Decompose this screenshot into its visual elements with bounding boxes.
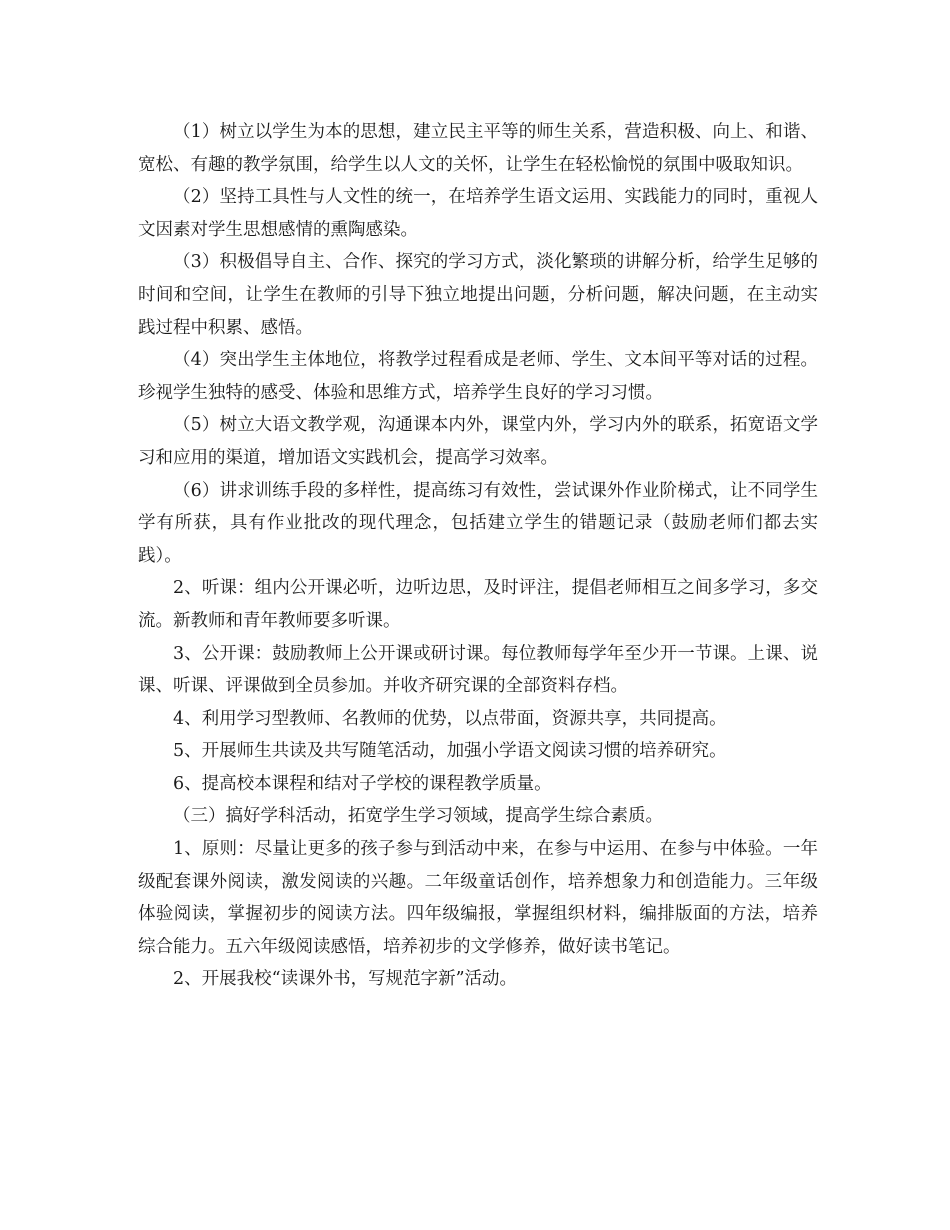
paragraph-7: 2、听课：组内公开课必听，边听边思，及时评注，提倡老师相互之间多学习，多交流。新教师和青年教师要多听课。 bbox=[138, 578, 818, 631]
paragraph-4: （4）突出学生主体地位，将教学过程看成是老师、学生、文本间平等对话的过程。珍视学生独特的感受、体验和思维方式，培养学生良好的学习习惯。 bbox=[138, 350, 818, 403]
paragraph-10: 5、开展师生共读及共写随笔活动，加强小学语文阅读习惯的培养研究。 bbox=[173, 741, 727, 762]
paragraph-6: （6）讲求训练手段的多样性，提高练习有效性，尝试课外作业阶梯式，让不同学生学有所获，具有作业批改的现代理念，包括建立学生的错题记录（鼓励老师们都去实践）。 bbox=[138, 480, 818, 566]
section-heading: （三）搞好学科活动，拓宽学生学习领域，提高学生综合素质。 bbox=[173, 806, 663, 827]
paragraph-3: （3）积极倡导自主、合作、探究的学习方式，淡化繁琐的讲解分析，给学生足够的时间和空间，让学生在教师的引导下独立地提出问题，分析问题，解决问题，在主动实践过程中积累、感悟。 bbox=[138, 252, 818, 338]
paragraph-5: （5）树立大语文教学观，沟通课本内外，课堂内外，学习内外的联系，拓宽语文学习和应用的渠道，增加语文实践机会，提高学习效率。 bbox=[138, 415, 818, 468]
document-body bbox=[138, 116, 818, 996]
paragraph-13: 1、原则：尽量让更多的孩子参与到活动中来，在参与中运用、在参与中体验。一年级配套课外阅读，激发阅读的兴趣。二年级童话创作，培养想象力和创造能力。三年级体验阅读，掌握初步的阅读方法。四年级编报，掌握组织材料，编排版面的方法，培养综合能力。五六年级阅读感悟，培养初步的文学修养，做好读书笔记。 bbox=[138, 839, 818, 957]
paragraph-14: 2、开展我校“读课外书，写规范字新”活动。 bbox=[173, 969, 518, 990]
paragraph-8: 3、公开课：鼓励教师上公开课或研讨课。每位教师每学年至少开一节课。上课、说课、听课、评课做到全员参加。并收齐研究课的全部资料存档。 bbox=[138, 643, 818, 697]
paragraph-1: （1）树立以学生为本的思想，建立民主平等的师生关系，营造积极、向上、和谐、宽松、有趣的教学氛围，给学生以人文的关怀，让学生在轻松愉悦的氛围中吸取知识。 bbox=[138, 122, 818, 175]
paragraph-2: （2）坚持工具性与人文性的统一，在培养学生语文运用、实践能力的同时，重视人文因素对学生思想感情的熏陶感染。 bbox=[138, 187, 818, 240]
paragraph-11: 6、提高校本课程和结对子学校的课程教学质量。 bbox=[173, 773, 552, 794]
paragraph-9: 4、利用学习型教师、名教师的优势，以点带面，资源共享，共同提高。 bbox=[173, 708, 727, 729]
